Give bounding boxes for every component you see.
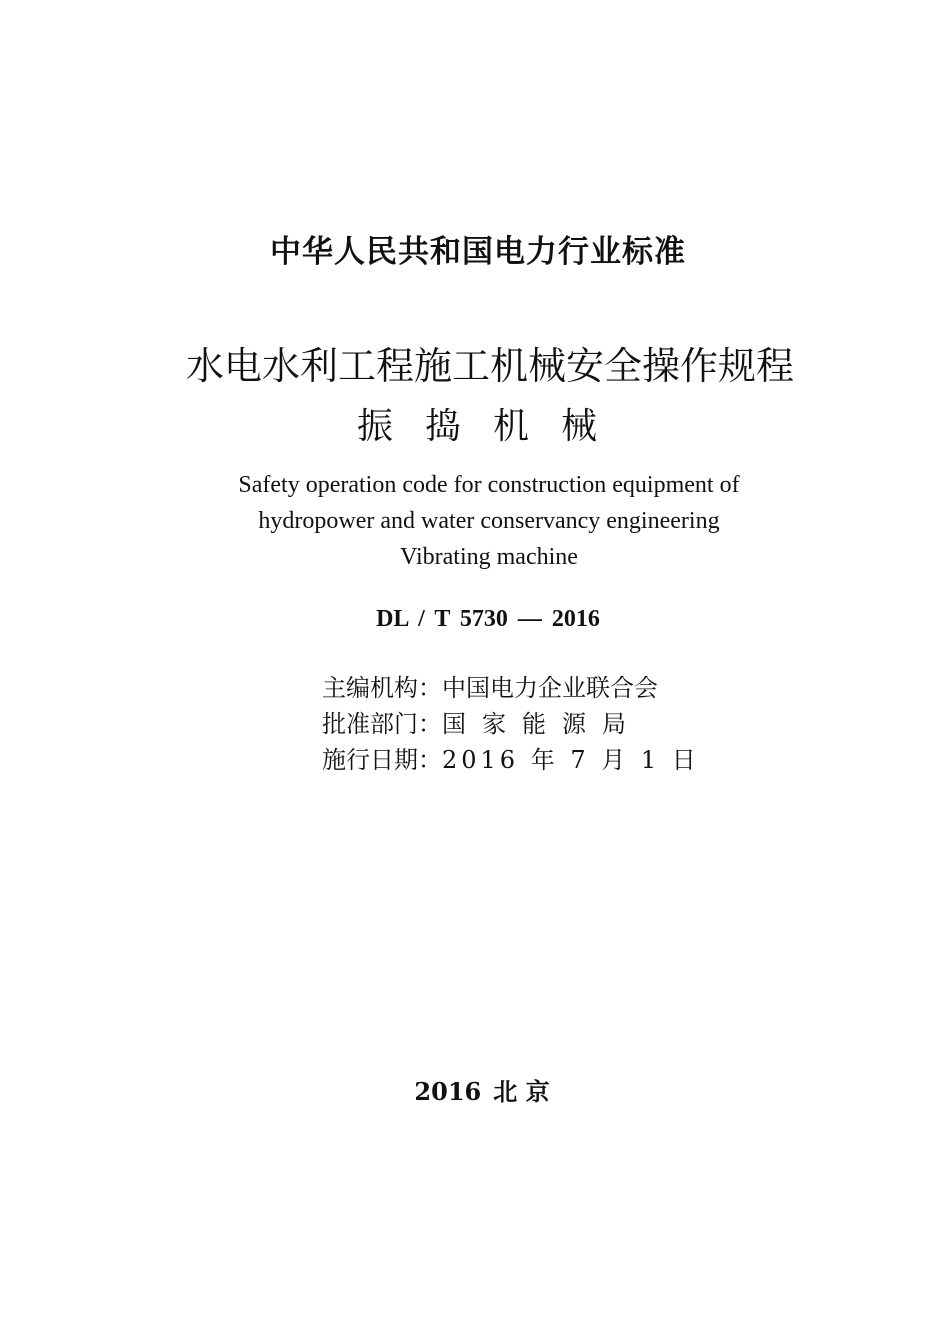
publication-footer — [0, 1072, 950, 1107]
approver-value: 国家能源局 — [442, 710, 642, 738]
publication-city: 北 京 — [493, 1077, 550, 1106]
editor-label: 主编机构： — [322, 674, 442, 702]
english-title-line-1: Safety operation code for construction equipment of — [238, 472, 740, 498]
sub-title-char: 机 — [493, 406, 530, 447]
english-title-line-3: Vibrating machine — [400, 544, 578, 570]
document-sub-title — [0, 398, 950, 449]
sub-title-char: 振 — [356, 406, 393, 447]
approver-row — [322, 704, 642, 739]
publication-year: 2016 — [414, 1077, 482, 1106]
effective-value: 2016 年 7 月 1 日 — [442, 746, 700, 774]
standard-category-title: 中华人民共和国电力行业标准 — [270, 234, 686, 270]
editor-row — [322, 668, 658, 703]
approver-label: 批准部门： — [322, 710, 442, 738]
standard-code: DL / T 5730 — 2016 — [376, 606, 600, 632]
document-main-title: 水电水利工程施工机械安全操作规程 — [185, 344, 794, 388]
effective-label: 施行日期： — [322, 746, 442, 774]
english-title-line-2: hydropower and water conservancy engineering — [258, 508, 720, 534]
effective-date-row — [322, 740, 700, 775]
sub-title-char: 捣 — [424, 406, 461, 447]
editor-value: 中国电力企业联合会 — [442, 674, 658, 702]
sub-title-char: 械 — [561, 406, 598, 447]
